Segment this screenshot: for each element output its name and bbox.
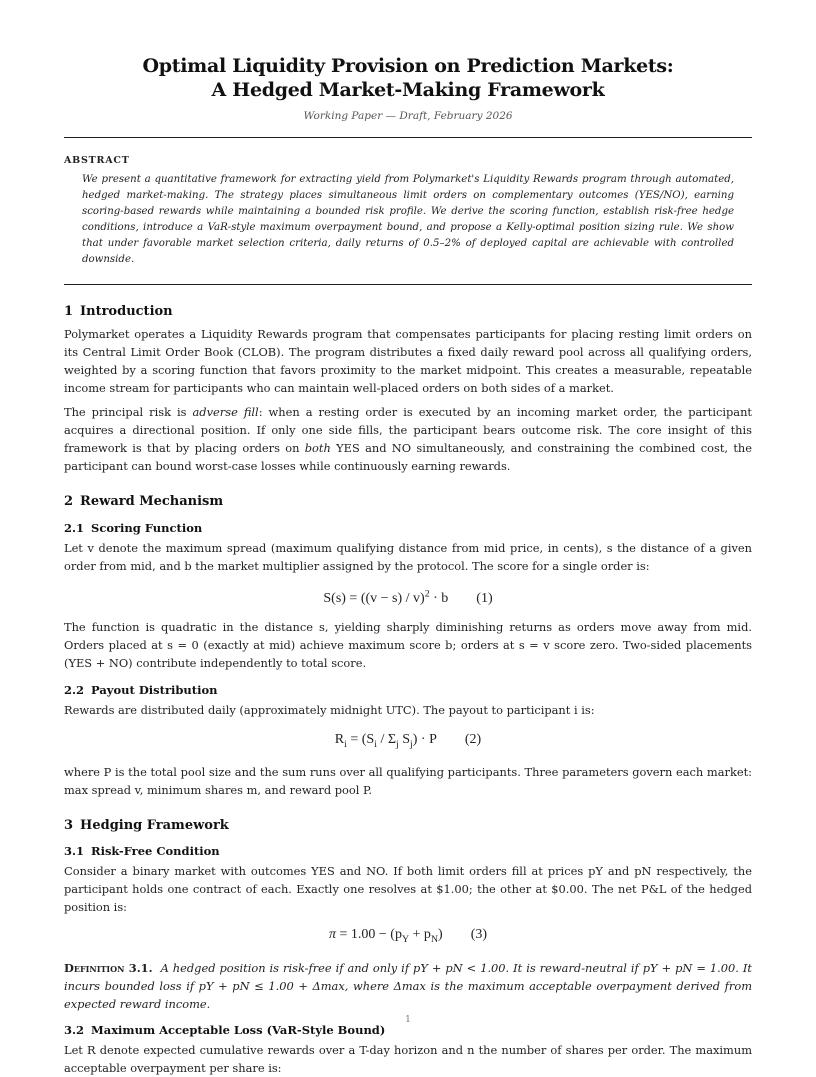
equation-2-number: (2): [464, 731, 482, 747]
top-divider: [64, 137, 752, 138]
subsection-3-1-heading: [64, 844, 752, 858]
section-number: 1: [64, 304, 74, 319]
scoring-paragraph-2: The function is quadratic in the distance s, yielding sharply diminishing returns as orders move away from mid. Orders placed at s = 0 (exactly at mid) achieve maximum score b; orders at s = v score zero. Two-sided placements (YES + NO) contribute independently to total score.: [64, 619, 752, 670]
scoring-paragraph-1: Let v denote the maximum spread (maximum qualifying distance from mid price, in cents), s the distance of a given order from mid, and b the market multiplier assigned by the protocol. The score for a single order is:: [64, 541, 752, 573]
subsection-number: 3.1: [64, 844, 85, 859]
section-number: 2: [64, 494, 74, 509]
intro-paragraph-2: [64, 403, 752, 475]
definition-3-1: [64, 959, 752, 1013]
subsection-number: 2.1: [64, 521, 85, 535]
payout-paragraph-1: Rewards are distributed daily (approximately midnight UTC). The payout to participant i is:: [64, 702, 595, 717]
abstract-heading: ABSTRACT: [64, 155, 130, 166]
payout-paragraph-2: where P is the total pool size and the sum runs over all qualifying participants. Three parameters govern each market: max spread v, minimum shares m, and reward pool P.: [64, 765, 752, 798]
equation-1-number: (1): [476, 590, 493, 606]
equation-3-body: $\pi = 1.00 - (p_Y + p_N)$: [328, 927, 443, 946]
paper-title: [64, 54, 752, 102]
intro-text-a: The principal risk is: [64, 405, 193, 419]
definition-text: A hedged position is risk-free if and only if pY + pN < 1.00. It is reward-neutral if pY + pN = 1.00. It incurs bounded loss if pY + pN ≤ 1.00 + Δmax, where Δmax is the maximum acceptable overpayment derived from expected reward income.: [64, 961, 752, 1012]
intro-text-b: : when a resting order is executed by an incoming market order, the participant acquires a directional position. If only one side fills, the participant bears outcome risk. The core insight of this framework is that by placing orders on: [64, 405, 752, 455]
equation-1: [64, 585, 752, 608]
equation-3-number: (3): [470, 927, 488, 943]
equation-2: [64, 731, 752, 754]
subsection-3-2-heading: [64, 1023, 752, 1037]
abstract-text: We present a quantitative framework for extracting yield from Polymarket's Liquidity Rewards program through automated, hedged market-making. The strategy places simultaneous limit orders on complementary outcomes (YES/NO), earning scoring-based rewards while maintaining a bounded risk profile. We derive the scoring function, establish risk-free hedge conditions, introduce a VaR-style maximum overpayment bound, and propose a Kelly-optimal position sizing rule. We show that under favorable market selection criteria, daily returns of 0.5–2% of deployed capital are achievable with controlled downside.: [82, 174, 734, 265]
abstract-divider: [64, 284, 752, 285]
section-number: 3: [64, 818, 74, 834]
section-3-heading: [64, 818, 752, 833]
paper-subtitle: Working Paper — Draft, February 2026: [303, 110, 513, 122]
intro-text-c: YES and NO simultaneously, and constraining the combined cost, the participant can bound worst-case losses while continuously earning rewards.: [64, 441, 752, 473]
subsection-2-2-heading: [64, 683, 752, 697]
equation-3: [64, 926, 752, 949]
definition-paragraph: [64, 959, 752, 1013]
section-title: Reward Mechanism: [80, 494, 224, 509]
section-title: Hedging Framework: [80, 818, 229, 834]
var-bound-paragraph: Let R denote expected cumulative rewards over a T-day horizon and n the number of shares per order. The maximum acceptable overpayment per share is:: [64, 1043, 752, 1076]
subsection-title: Scoring Function: [91, 521, 203, 535]
adverse-fill-term: adverse fill: [192, 405, 259, 419]
title-line-2: A Hedged Market-Making Framework: [211, 79, 605, 101]
equation-1-body: $S(s) = ((v - s) / v)^2 \cdot b$: [323, 588, 449, 606]
definition-label: Definition 3.1.: [64, 961, 153, 976]
equation-2-body: $R_i = (S_i / \Sigma_j$ $S_j) \cdot P$: [334, 731, 437, 750]
subsection-number: 2.2: [64, 682, 85, 697]
section-title: Introduction: [80, 304, 173, 319]
section-2-heading: [64, 494, 752, 509]
subsection-number: 3.2: [64, 1023, 85, 1038]
subsection-2-1-heading: [64, 521, 752, 535]
subsection-title: Maximum Acceptable Loss (VaR-Style Bound): [91, 1023, 386, 1038]
subsection-title: Payout Distribution: [91, 682, 218, 697]
intro-paragraph-1: Polymarket operates a Liquidity Rewards program that compensates participants for placing resting limit orders on its Central Limit Order Book (CLOB). The program distributes a fixed daily reward pool across all qualifying orders, weighted by a scoring function that favors proximity to the market midpoint. This creates a measurable, repeatable income stream for participants who can maintain well-placed orders on both sides of a market.: [64, 327, 752, 395]
title-line-1: Optimal Liquidity Provision on Prediction Markets:: [142, 55, 674, 77]
paper-page: [64, 0, 752, 1077]
page-number: 1: [405, 1015, 411, 1025]
risk-free-paragraph: Consider a binary market with outcomes YES and NO. If both limit orders fill at prices pY and pN respectively, the participant holds one contract of each. Exactly one resolves at $1.00; the other at $0.00. The net P&L of the hedged position is:: [64, 864, 752, 915]
section-1-heading: [64, 304, 752, 319]
subsection-title: Risk-Free Condition: [91, 844, 220, 859]
both-term: both: [304, 441, 331, 455]
